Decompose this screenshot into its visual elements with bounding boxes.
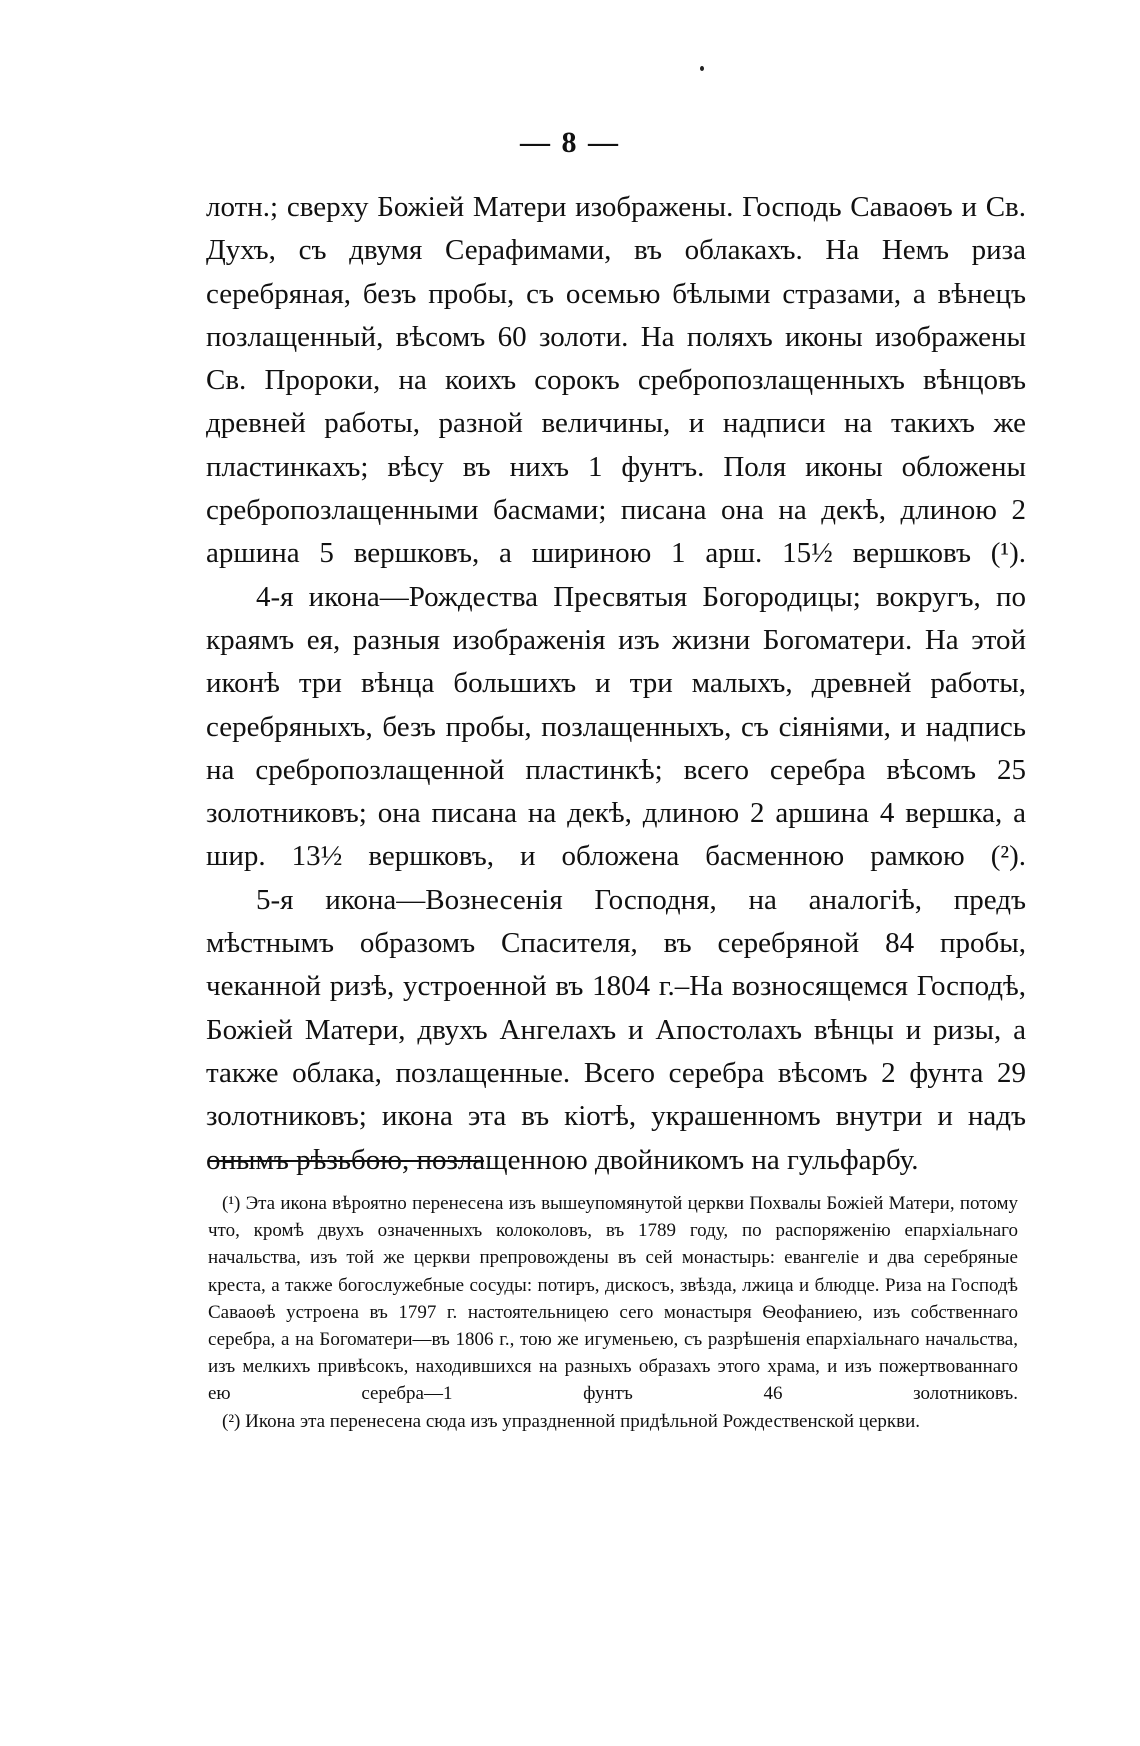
page-number: — 8 — [520,126,620,159]
main-text [206,186,1026,1182]
footnote-2: (²) Икона эта перенесена сюда изъ упраздненной придѣльной Рождественской церкви. [222,1410,920,1432]
paragraph-icon-4: 4-я икона—Рождества Пресвятыя Богородицы; вокругъ, по краямъ ея, разныя изображенiя изъ жизни Богоматери. На этой иконѣ три вѣнца большихъ и три малыхъ, древней работы, серебряныхъ, безъ пробы, позлащенныхъ, съ сiянiями, и надпись на сребропозлащенной пластинкѣ; всего серебра вѣсомъ 25 золотниковъ; она писана на декѣ, длиною 2 аршина 4 вершка, а шир. 13½ вершковъ, и обложена басменною рамкою (²). [206,580,1026,873]
paragraph-icon-5: 5-я икона—Вознесенiя Господня, на аналогiѣ, предъ мѣстнымъ образомъ Спасителя, въ серебряной 84 пробы, чеканной ризѣ, устроенной въ 1804 г.–На возносящемся Господѣ, Божiей Матери, двухъ Ангелахъ и Апостолахъ вѣнцы и ризы, а также облака, позлащенные. Всего серебра вѣсомъ 2 фунта 29 золотниковъ; икона эта въ кiотѣ, украшенномъ внутри и надъ онымъ рѣзьбою, позлащенною двойникомъ на гульфарбу. [206,883,1026,1176]
footnote-1: (¹) Эта икона вѣроятно перенесена изъ вышеупомянутой церкви Похвалы Божiей Матери, потому что, кромѣ двухъ означенныхъ колоколовъ, въ 1789 году, по распоряженiю епархiальнаго начальства, изъ той же церкви препровождены въ сей монастырь: евангелiе и два серебряные креста, а также богослужебные сосуды: потиръ, дискосъ, звѣзда, лжица и блюдце. Риза на Господѣ Саваоѳѣ устроена въ 1797 г. настоятельницею сего монастыря Ѳеофаниею, изъ собственнаго серебра, а на Богоматери—въ 1806 г., тою же игуменьею, съ разрѣшенiя епархiальнаго начальства, изъ мелкихъ привѣсокъ, находившихся на разныхъ образахъ этого храма, и изъ пожертвованнаго ею серебра—1 фунтъ 46 золотниковъ. [208,1193,1018,1405]
ink-speck [700,66,704,71]
footnotes [208,1190,1018,1435]
paragraph-continuation: лотн.; сверху Божiей Матери изображены. Господь Саваоѳъ и Св. Духъ, съ двумя Серафимами, въ облакахъ. На Немъ риза серебряная, безъ пробы, съ осемью бѣлыми стразами, а вѣнецъ позлащенный, вѣсомъ 60 золоти. На поляхъ иконы изображены Св. Пророки, на коихъ сорокъ сребропозлащенныхъ вѣнцовъ древней работы, разной величины, и надписи на такихъ же пластинкахъ; вѣсу въ нихъ 1 фунтъ. Поля иконы обложены сребропозлащенными басмами; писана она на декѣ, длиною 2 аршина 5 вершковъ, а шириною 1 арш. 15½ вершковъ (¹). [206,191,1026,570]
footnote-divider [208,1160,484,1162]
